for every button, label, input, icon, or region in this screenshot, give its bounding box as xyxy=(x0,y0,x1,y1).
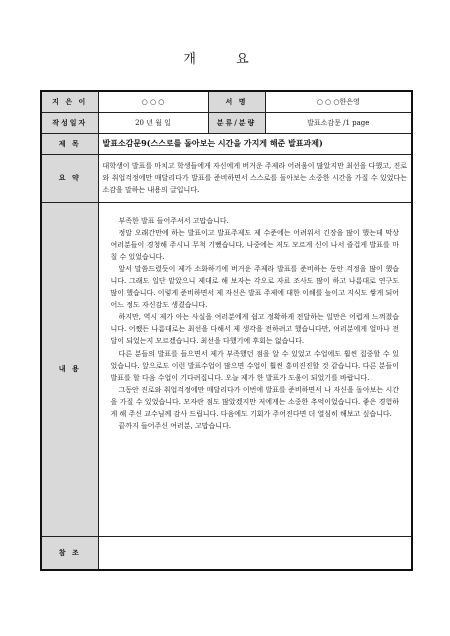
presenter-value: ○ ○ ○ xyxy=(98,91,208,112)
summary-row xyxy=(41,154,412,202)
summary-value: 대학생이 발표를 마치고 학생들에게 자신에게 버거운 주제라 어려움이 많았지만 최선을 다했고, 진로와 취업걱정에만 매달리다가 발표를 준비하면서 스스로를 돌아보는 소중한 시간을 가질 수 있었다는 소감을 말하는 내용의 글입니다. xyxy=(98,154,412,202)
summary-label: 요 약 xyxy=(41,154,98,202)
signature-label: 서 명 xyxy=(208,91,265,112)
subject-value: 발표소감문9(스스로를 돌아보는 시간을 가지게 해준 발표과제) xyxy=(98,133,412,154)
date-value: 20 년 월 일 xyxy=(98,112,208,133)
content-row xyxy=(41,202,412,536)
content-paragraph: 앞서 말씀드렸듯이 제가 소화하기에 버거운 주제라 발표를 준비하는 동안 걱정을 많이 했습니다. 그래도 일단 맡았으니 제대로 해 보자는 각오로 자료 조사도 많이 하고 나름대로 연구도 많이 했습니다. 이렇게 준비하면서 제 자신은 발표 주제에 대한 이해를 높이고 지식도 쌓게 되어 어느 정도 자신감도 생겼습니다. xyxy=(110,264,399,310)
presenter-label: 지 은 이 xyxy=(41,91,98,112)
date-row xyxy=(41,112,412,133)
content-paragraph: 정말 오래간만에 하는 발표이고 발표주제도 제 수준에는 어려워서 긴장을 많이 했는데 막상 여러분들이 경청해 주시니 무척 기뻤습니다, 나중에는 저도 모르게 신이 나서 즐겁게 발표를 마칠 수 있었습니다. xyxy=(110,228,399,261)
reference-value xyxy=(98,536,412,570)
summary-form-table xyxy=(40,90,413,571)
subject-label: 제 목 xyxy=(41,133,98,154)
content-paragraph: 그동안 진로와 취업걱정에만 매달리다가 이번에 발표를 준비하면서 나 자신을 돌아보는 시간을 가질 수 있었습니다. 모자란 점도 많았겠지만 저에게는 소중한 추억이었습니다. 좋은 경험하게 해 주신 교수님께 감사 드립니다. 다음에도 기회가 주어진다면 더 열심히 해보고 싶습니다. xyxy=(110,385,399,418)
content-paragraph: 다른 분들의 발표를 들으면서 제가 부족했던 점을 알 수 있었고 수업에도 훨씬 집중할 수 있었습니다. 앞으로도 이런 발표수업이 많으면 수업이 훨씬 흥미진진할 것 같습니다. 다른 분들이 발표를 할 다음 수업이 기다려집니다. 오늘 제가 한 발표가 도움이 되었기를 바랍니다. xyxy=(110,349,399,382)
category-value: 발표소감문 /1 page xyxy=(265,112,412,133)
date-label: 작성일자 xyxy=(41,112,98,133)
content-paragraph: 하지만, 역시 제가 아는 사실을 여러분에게 쉽고 정확하게 전달하는 일만은 어렵게 느껴졌습니다. 어쨌든 나름대로는 최선을 다해서 제 생각을 전하려고 했습니다만, 여러분에게 얼마나 전달이 되었는지 모르겠습니다. 최선을 다했기에 후회는 없습니다. xyxy=(110,313,399,346)
content-body xyxy=(98,202,412,536)
content-paragraph: 부족한 발표 들어주셔서 고맙습니다. xyxy=(118,216,229,225)
category-label: 분류/분량 xyxy=(208,112,265,133)
subject-row xyxy=(41,133,412,154)
document-title: 개 요 xyxy=(183,52,267,67)
signature-value: ○ ○ ○한은영 xyxy=(265,91,412,112)
reference-label: 참 조 xyxy=(41,536,98,570)
reference-row xyxy=(41,536,412,570)
presenter-row xyxy=(41,91,412,112)
content-label: 내 용 xyxy=(41,202,98,536)
content-paragraph: 끝까지 들어주신 여러분, 고맙습니다. xyxy=(118,422,232,431)
